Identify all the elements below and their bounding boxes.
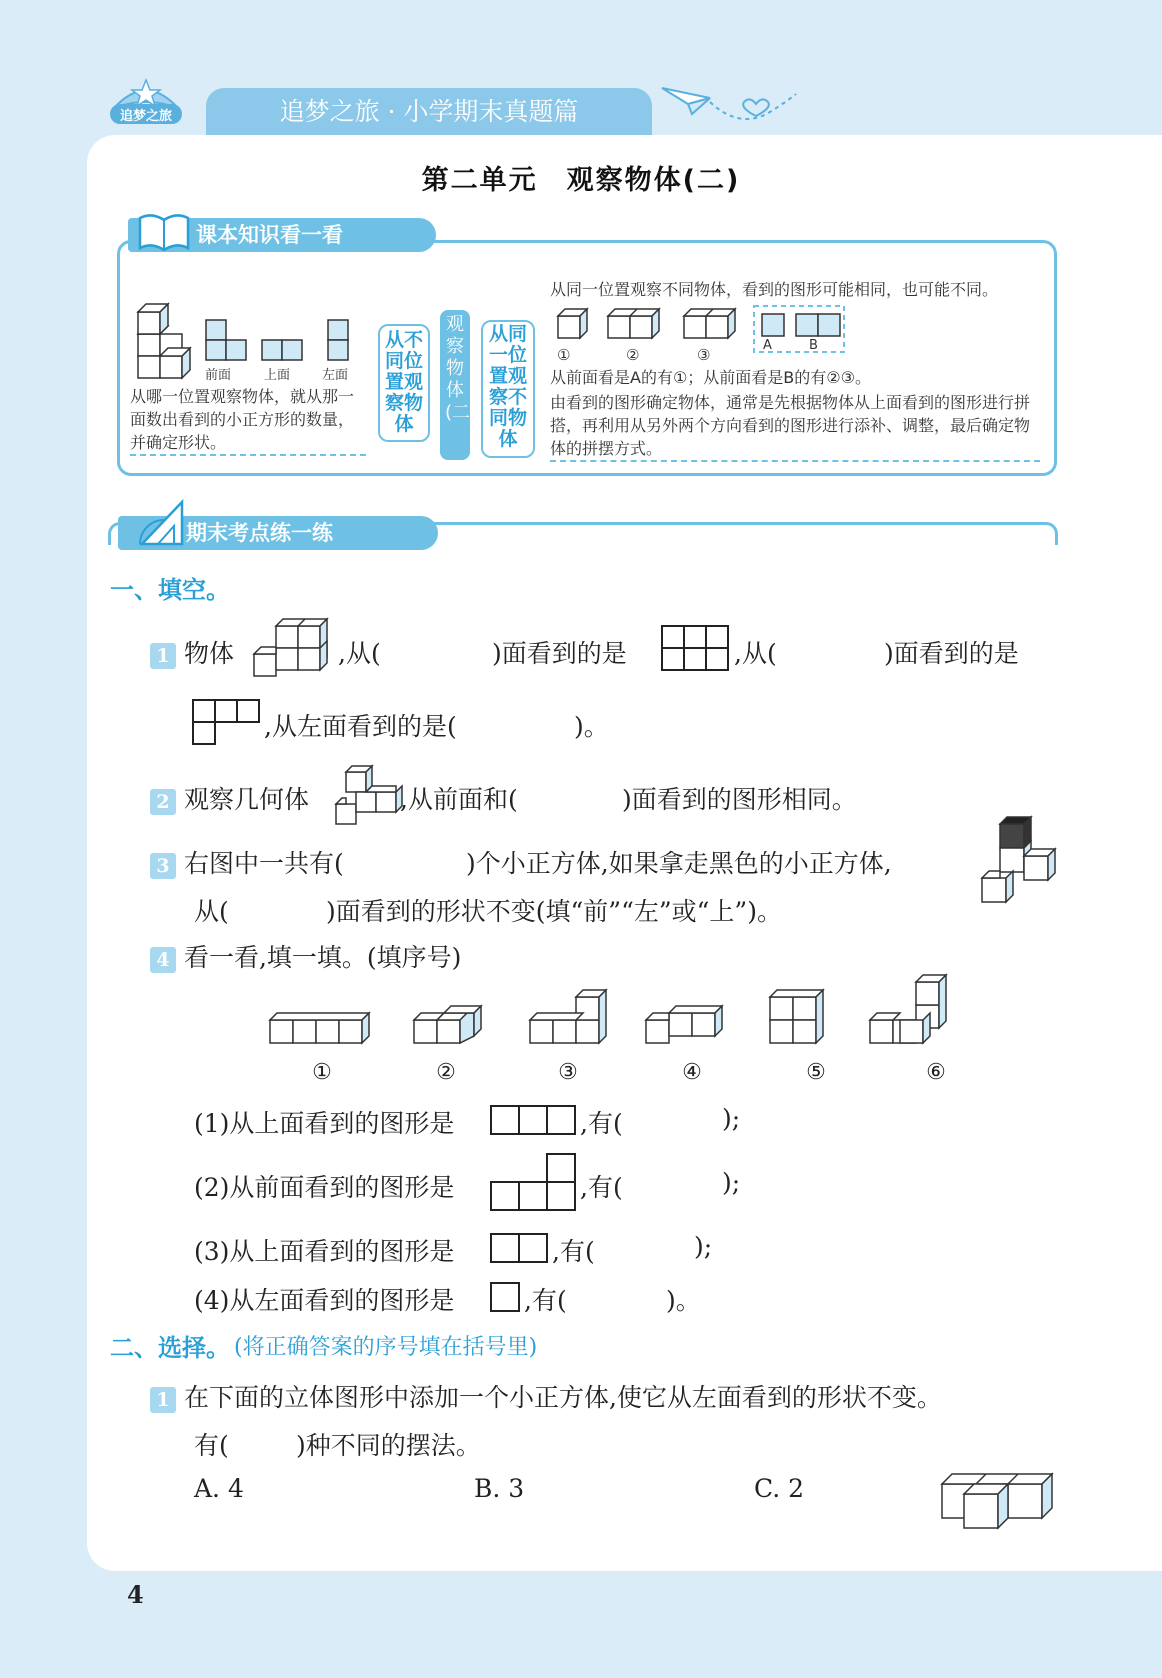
q1-text-e: )面看到的是 — [884, 639, 1019, 668]
q4-sub2-a: (2)从前面看到的图形是 — [194, 1173, 455, 1202]
question-1 — [150, 634, 234, 670]
q4-sub4-a: (4)从左面看到的图形是 — [194, 1286, 455, 1315]
q4-solid-figures — [268, 986, 988, 1056]
right-concept-text: 从同一位置观察不同物体 — [488, 323, 527, 450]
q4-sub3-shape — [490, 1232, 552, 1264]
figure-label-5: ⑤ — [806, 1060, 826, 1085]
q2-text-c: )面看到的图形相同。 — [622, 785, 857, 814]
q1-text-a: 物体 — [183, 639, 234, 668]
label-b: B — [809, 338, 818, 353]
p2q1-line2-a: 有( — [194, 1431, 229, 1460]
q1-text-c: )面看到的是 — [492, 639, 627, 668]
question-number: 4 — [150, 947, 176, 973]
view-label-left: 左面 — [322, 368, 349, 383]
question-number: 2 — [150, 789, 176, 815]
p2q1-solid-figure — [940, 1470, 1060, 1532]
center-concept-text: 观察物体(二) — [445, 314, 478, 423]
question-number: 1 — [150, 643, 176, 669]
q4-sub2-shape — [490, 1152, 580, 1214]
part1-heading: 一、填空。 — [110, 576, 230, 604]
q3-line2-a: 从( — [194, 897, 229, 926]
q1-text-f: ,从左面看到的是( — [264, 712, 457, 741]
question-4 — [150, 938, 461, 974]
option-c[interactable]: C. 2 — [754, 1474, 805, 1503]
figure-label-4: ④ — [682, 1060, 702, 1085]
figure-label-1: ① — [312, 1060, 332, 1085]
q4-sub1-shape — [490, 1104, 580, 1136]
view-label-front: 前面 — [205, 368, 232, 383]
q2-text-b: ,从前面和( — [400, 785, 518, 814]
figure-label-2: ② — [436, 1060, 456, 1085]
paper-plane-icon — [660, 84, 800, 134]
left-concept-box — [378, 324, 430, 442]
q4-sub2-c: ); — [722, 1168, 741, 1197]
q4-sub4-c: )。 — [666, 1286, 701, 1315]
part2-hint: (将正确答案的序号填在括号里) — [234, 1335, 538, 1360]
series-title: 追梦之旅 · 小学期末真题篇 — [206, 88, 652, 136]
q2-text-a: 观察几何体 — [183, 785, 309, 814]
label-a: A — [763, 338, 772, 353]
q4-sub2-b: ,有( — [580, 1173, 623, 1202]
q4-sub4-b: ,有( — [524, 1286, 567, 1315]
q4-sub1-b: ,有( — [580, 1109, 623, 1138]
right-concept-box — [481, 320, 535, 458]
q3-line2-b: )面看到的形状不变(填“前”“左”或“上”)。 — [326, 897, 782, 926]
q1-text-g: )。 — [574, 712, 609, 741]
question-number: 1 — [150, 1387, 176, 1413]
q4-sub3-b: ,有( — [552, 1237, 595, 1266]
q4-sub1-a: (1)从上面看到的图形是 — [194, 1109, 455, 1138]
q3-solid-figure — [978, 816, 1058, 906]
knowledge-section-label: 课本知识看一看 — [196, 223, 343, 247]
question-3 — [150, 844, 344, 880]
q1-object-figure — [250, 618, 340, 680]
q4-sub1-c: ); — [722, 1104, 741, 1133]
q3-line1-a: 右图中一共有( — [183, 849, 344, 878]
knowledge-left-text: 从哪一位置观察物体，就从那一面数出看到的小正方形的数量，并确定形状。 — [130, 385, 366, 456]
p2q1-line2-b: )种不同的摆法。 — [296, 1431, 481, 1460]
q1-view-figure-1 — [660, 624, 732, 674]
page-number: 4 — [127, 1580, 144, 1609]
logo-text: 追梦之旅 — [119, 109, 172, 124]
question-number: 3 — [150, 853, 176, 879]
shape-num-3: ③ — [697, 346, 711, 364]
shape-num-2: ② — [626, 346, 640, 364]
question-2 — [150, 780, 309, 816]
figure-label-3: ③ — [558, 1060, 578, 1085]
q1-text-b: ,从( — [338, 639, 381, 668]
q4-text: 看一看,填一填。(填序号) — [183, 943, 462, 972]
left-concept-text: 从不同位置观察物体 — [384, 329, 423, 435]
p2q1-line1: 在下面的立体图形中添加一个小正方体,使它从左面看到的形状不变。 — [183, 1383, 942, 1412]
part2-heading: 二、选择。 — [110, 1334, 230, 1362]
unit-title: 第二单元 观察物体(二) — [421, 165, 741, 196]
practice-section-label: 期末考点练一练 — [186, 521, 333, 545]
option-b[interactable]: B. 3 — [474, 1474, 525, 1503]
view-label-top: 上面 — [264, 368, 291, 383]
knowledge-right-top: 从同一位置观察不同物体，看到的图形可能相同，也可能不同。 — [550, 280, 999, 299]
q4-sub4-shape — [490, 1281, 524, 1313]
knowledge-right-line2: 由看到的图形确定物体，通常是先根据物体从上面看到的图形进行拼搭，再利用从另外两个方向看到的图形进行添补、调整，最后确定物体的拼摆方式。 — [550, 391, 1040, 462]
q4-sub3-c: ); — [694, 1232, 713, 1261]
book-icon — [136, 210, 192, 258]
q4-sub3-a: (3)从上面看到的图形是 — [194, 1237, 455, 1266]
series-logo — [104, 78, 188, 130]
figure-label-6: ⑥ — [926, 1060, 946, 1085]
center-concept-box — [440, 310, 478, 460]
shape-num-1: ① — [557, 346, 571, 364]
knowledge-right-line1: 从前面看是A的有①；从前面看是B的有②③。 — [550, 368, 871, 387]
q2-solid-figure — [332, 764, 398, 830]
ruler-triangle-icon — [138, 498, 192, 552]
q1-view-figure-2 — [191, 698, 263, 748]
q3-line1-b: )个小正方体,如果拿走黑色的小正方体, — [466, 849, 892, 878]
option-a[interactable]: A. 4 — [194, 1474, 244, 1503]
part2-question-1 — [150, 1378, 942, 1414]
q1-text-d: ,从( — [734, 639, 777, 668]
